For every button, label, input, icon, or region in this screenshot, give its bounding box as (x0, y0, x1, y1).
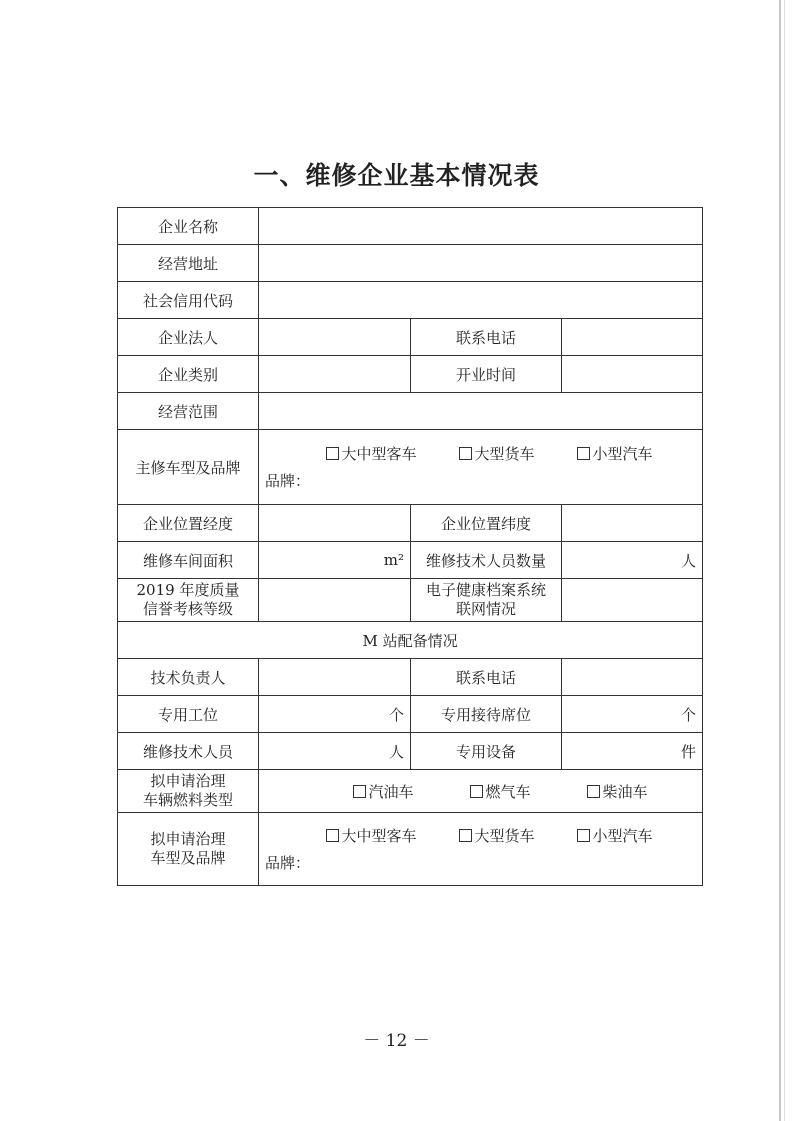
address-field[interactable] (259, 245, 703, 282)
checkbox-icon[interactable] (459, 447, 472, 460)
ge-unit: 个 (681, 705, 697, 724)
reception-label: 专用接待席位 (411, 696, 562, 733)
fuel-type-label: 拟申请治理 车辆燃料类型 (118, 770, 259, 813)
legal-person-field[interactable] (259, 319, 411, 356)
person-unit: 人 (388, 742, 404, 761)
fuel-option[interactable]: 柴油车 (587, 781, 647, 802)
enterprise-name-field[interactable] (259, 208, 703, 245)
table-row (118, 542, 703, 579)
checkbox-icon[interactable] (326, 829, 339, 842)
quality-field[interactable] (259, 579, 411, 622)
jian-unit: 件 (681, 742, 697, 761)
table-row (118, 282, 703, 319)
phone-label-2: 联系电话 (411, 659, 562, 696)
vehicle-option[interactable]: 大型货车 (459, 443, 534, 464)
ge-unit: 个 (388, 705, 404, 724)
area-unit: m² (383, 551, 404, 569)
credit-code-label: 社会信用代码 (118, 282, 259, 319)
scope-field[interactable] (259, 393, 703, 430)
table-row (118, 245, 703, 282)
reception-field[interactable] (562, 696, 703, 733)
table-row (118, 770, 703, 813)
latitude-label: 企业位置纬度 (411, 505, 562, 542)
person-unit: 人 (681, 551, 697, 570)
fuel-option[interactable]: 燃气车 (470, 781, 530, 802)
vehicle-option[interactable]: 小型汽车 (577, 443, 652, 464)
longitude-label: 企业位置经度 (118, 505, 259, 542)
vehicle-option[interactable]: 大中型客车 (326, 825, 416, 846)
open-time-field[interactable] (562, 356, 703, 393)
brand-label: 品牌： (265, 472, 311, 490)
apply-models-field (259, 813, 703, 886)
checkbox-icon[interactable] (587, 785, 600, 798)
table-row (118, 813, 703, 886)
vehicle-option[interactable]: 大型货车 (459, 825, 534, 846)
table-row (118, 622, 703, 659)
address-label: 经营地址 (118, 245, 259, 282)
repair-staff-field[interactable] (259, 733, 411, 770)
checkbox-icon[interactable] (353, 785, 366, 798)
equipment-field[interactable] (562, 733, 703, 770)
vehicle-type-options (265, 443, 696, 464)
tech-count-label: 维修技术人员数量 (411, 542, 562, 579)
main-models-field (259, 430, 703, 505)
tech-count-field[interactable] (562, 542, 703, 579)
table-row (118, 208, 703, 245)
health-record-label: 电子健康档案系统 联网情况 (411, 579, 562, 622)
checkbox-icon[interactable] (326, 447, 339, 460)
table-row (118, 659, 703, 696)
phone-field-2[interactable] (562, 659, 703, 696)
table-row (118, 579, 703, 622)
table-row (118, 356, 703, 393)
quality-label: 2019 年度质量 信誉考核等级 (118, 579, 259, 622)
table-row (118, 319, 703, 356)
table-row (118, 505, 703, 542)
area-field[interactable] (259, 542, 411, 579)
checkbox-icon[interactable] (577, 447, 590, 460)
fuel-option[interactable]: 汽油车 (353, 781, 413, 802)
table-row (118, 393, 703, 430)
m-station-heading: M 站配备情况 (118, 622, 703, 659)
table-row (118, 733, 703, 770)
enterprise-name-label: 企业名称 (118, 208, 259, 245)
table-row (118, 430, 703, 505)
open-time-label: 开业时间 (411, 356, 562, 393)
enterprise-info-table (117, 207, 703, 886)
tech-lead-field[interactable] (259, 659, 411, 696)
page-number: － 12 － (363, 1031, 430, 1051)
longitude-field[interactable] (259, 505, 411, 542)
phone-field[interactable] (562, 319, 703, 356)
page-title: 一、维修企业基本情况表 (253, 161, 540, 190)
apply-models-label: 拟申请治理 车型及品牌 (118, 813, 259, 886)
credit-code-field[interactable] (259, 282, 703, 319)
brand-label: 品牌： (265, 854, 311, 872)
vehicle-type-options (265, 825, 696, 846)
fuel-type-field (259, 770, 703, 813)
area-label: 维修车间面积 (118, 542, 259, 579)
equipment-label: 专用设备 (411, 733, 562, 770)
category-label: 企业类别 (118, 356, 259, 393)
vehicle-option[interactable]: 大中型客车 (326, 443, 416, 464)
table-row (118, 696, 703, 733)
fuel-type-options (265, 781, 696, 802)
tech-lead-label: 技术负责人 (118, 659, 259, 696)
vehicle-option[interactable]: 小型汽车 (577, 825, 652, 846)
checkbox-icon[interactable] (470, 785, 483, 798)
legal-person-label: 企业法人 (118, 319, 259, 356)
health-record-field[interactable] (562, 579, 703, 622)
latitude-field[interactable] (562, 505, 703, 542)
category-field[interactable] (259, 356, 411, 393)
checkbox-icon[interactable] (577, 829, 590, 842)
repair-staff-label: 维修技术人员 (118, 733, 259, 770)
scope-label: 经营范围 (118, 393, 259, 430)
checkbox-icon[interactable] (459, 829, 472, 842)
workstation-field[interactable] (259, 696, 411, 733)
phone-label: 联系电话 (411, 319, 562, 356)
workstation-label: 专用工位 (118, 696, 259, 733)
main-models-label: 主修车型及品牌 (118, 430, 259, 505)
